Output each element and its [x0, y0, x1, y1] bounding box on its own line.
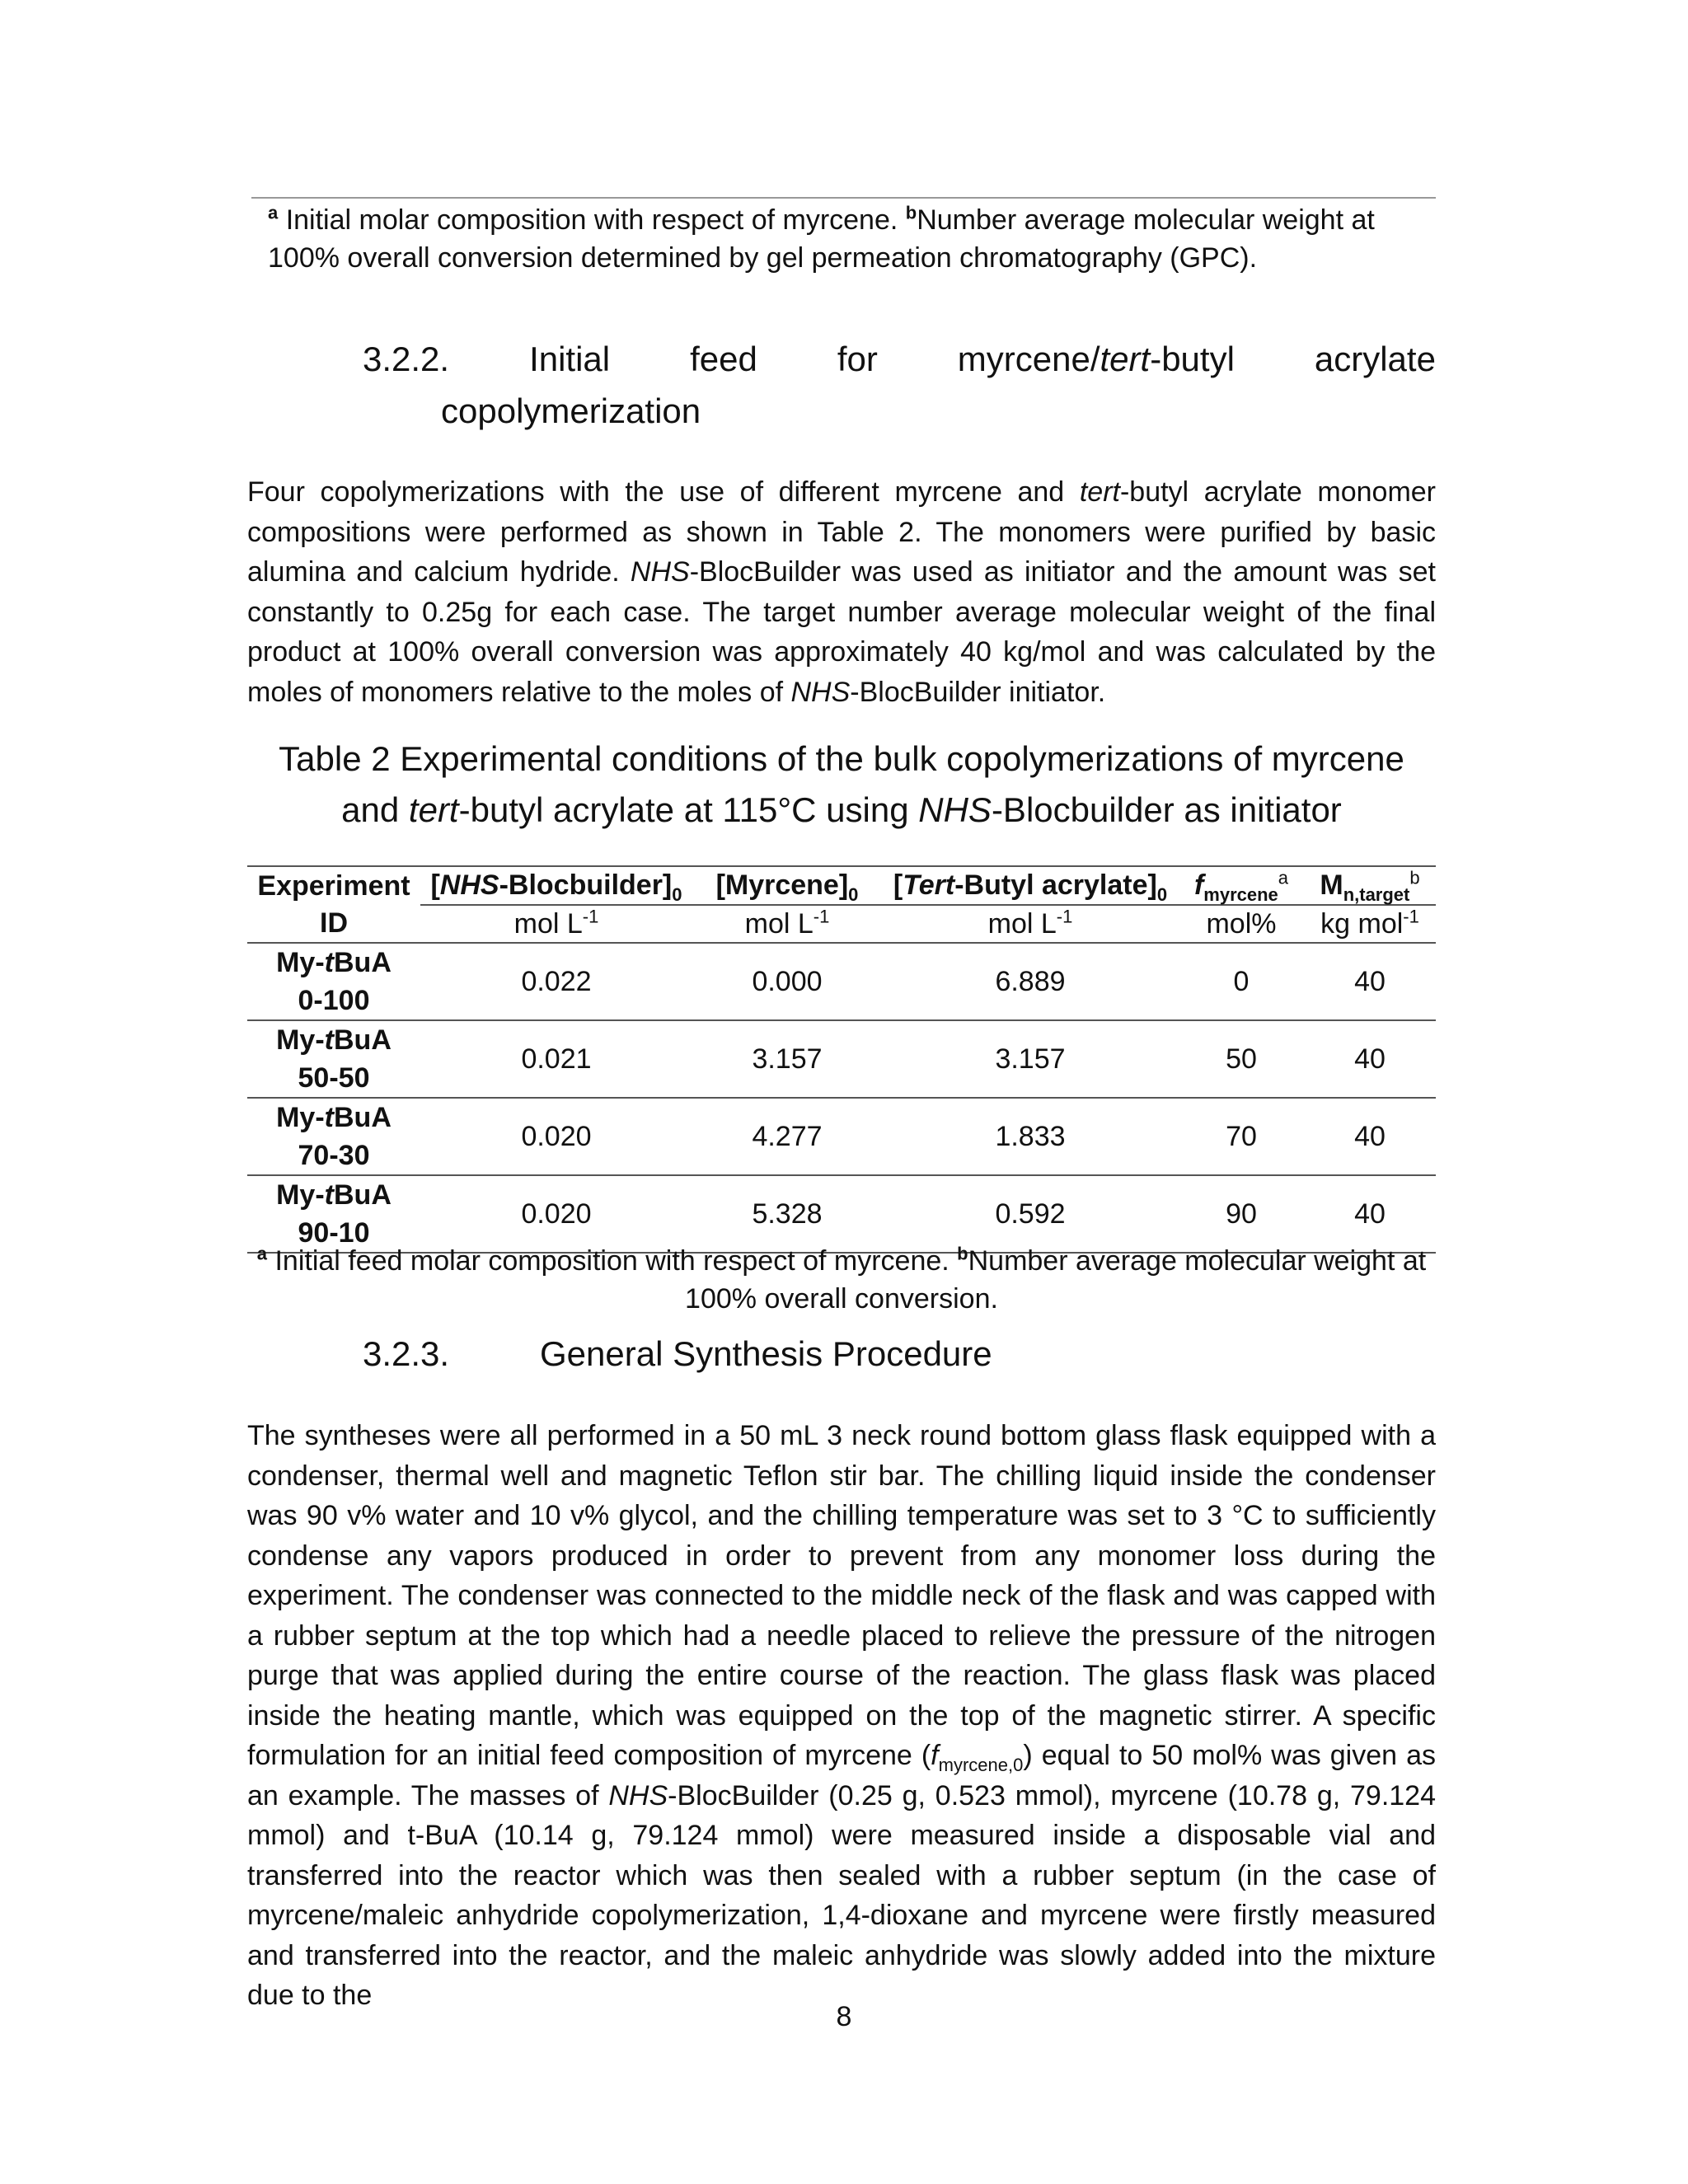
text: 90-10	[298, 1217, 370, 1249]
text: ) equal to 50 mol% was given as an example. The masses of	[247, 1740, 1437, 1811]
cell-f: 50	[1179, 1020, 1304, 1098]
paragraph-2	[247, 1416, 1436, 2016]
unit-tba	[882, 905, 1179, 943]
unit-molpct: mol%	[1179, 905, 1304, 943]
text: -BlocBuilder was used as initiator and the amount was set constantly to 0.25g for each case. The target number average molecular weight of the final product at 100% overall conversion was approximately 40 kg/mol and was calculated by the moles of monomers relative to the moles of	[247, 556, 1436, 708]
top-rule	[251, 197, 1436, 199]
row-id	[247, 1098, 420, 1175]
unit-kg	[1304, 905, 1436, 943]
text: t	[324, 1179, 334, 1211]
text: My-	[276, 1102, 325, 1133]
text: a	[1278, 867, 1289, 888]
text: My-	[276, 947, 325, 978]
section-number: 3.2.2.	[363, 340, 450, 378]
cell-myrcene: 0.000	[692, 943, 882, 1020]
text: -BlocBuilder initiator.	[850, 676, 1106, 708]
text: -Butyl acrylate]	[954, 869, 1157, 901]
text: BuA	[334, 947, 392, 978]
text: NHS	[630, 556, 690, 588]
text: t	[324, 1102, 334, 1133]
text: tert	[1079, 476, 1120, 508]
footnote-a-mark: a	[268, 202, 279, 223]
text: f	[931, 1740, 939, 1771]
heading-word: feed	[690, 340, 757, 378]
table-units-row	[247, 905, 1436, 943]
text: -1	[1403, 906, 1419, 927]
text: n,target	[1343, 883, 1410, 905]
text: tert	[408, 790, 459, 829]
text: The syntheses were all performed in a 50 mL 3 neck round bottom glass flask equipped with a condenser, thermal well and magnetic Teflon stir bar. The chilling liquid inside the condenser was 90 v% water and 10 v% glycol, and the chilling temperature was set to 3 °C to sufficiently condense any vapors produced in order to prevent from any monomer loss during the experiment. The condenser was connected to the middle neck of the flask and was capped with a rubber septum at the top which had a needle placed to relieve the pressure of the nitrogen purge that was applied during the entire course of the reaction. The glass flask was placed inside the heating mantle, which was equipped on the top of the magnetic stirrer. A specific formulation for an initial feed composition of myrcene (	[247, 1420, 1436, 1771]
text: mol L	[744, 907, 814, 940]
heading-part: -butyl	[1150, 340, 1235, 378]
text: -1	[582, 906, 599, 927]
cell-tba: 3.157	[882, 1020, 1179, 1098]
text: -Blocbuilder as initiator	[991, 790, 1342, 829]
cell-myrcene: 3.157	[692, 1020, 882, 1098]
paragraph-1	[247, 472, 1436, 712]
cell-tba: 0.592	[882, 1175, 1179, 1253]
text: M	[1320, 869, 1343, 901]
text: Table 2 Experimental conditions of the bulk copolymerizations of myrcene and	[279, 739, 1404, 829]
cell-nhs: 0.020	[420, 1175, 692, 1253]
page-number: 8	[836, 2001, 852, 2032]
footnote-b-text: Number average molecular weight at 100% overall conversion.	[685, 1245, 1427, 1315]
row-id	[247, 943, 420, 1020]
cell-f: 90	[1179, 1175, 1304, 1253]
heading-part: myrcene/	[957, 340, 1100, 378]
cell-mn: 40	[1304, 943, 1436, 1020]
text: 0	[672, 883, 682, 905]
text: 50-50	[298, 1062, 370, 1094]
section-323-number: 3.2.3.	[363, 1334, 450, 1373]
cell-f: 70	[1179, 1098, 1304, 1175]
unit-myrcene	[692, 905, 882, 943]
cell-nhs: 0.020	[420, 1098, 692, 1175]
heading-word: acrylate	[1314, 340, 1436, 378]
header-id: ID	[247, 905, 420, 943]
table-2-footnote	[247, 1242, 1436, 1318]
text: 0	[1156, 883, 1168, 905]
text: My-	[276, 1179, 325, 1211]
heading-word: Initial	[529, 340, 611, 378]
cell-tba: 1.833	[882, 1098, 1179, 1175]
footnote-a-text: Initial molar composition with respect of myrcene.	[278, 204, 906, 236]
text: Four copolymerizations with the use of different myrcene and	[247, 476, 1080, 508]
cell-f: 0	[1179, 943, 1304, 1020]
cell-tba: 6.889	[882, 943, 1179, 1020]
table-row	[247, 1098, 1436, 1175]
text: [	[430, 869, 440, 901]
header-nhs	[420, 866, 692, 905]
table-2	[247, 865, 1436, 1254]
text: [Myrcene]	[715, 869, 849, 901]
text: t	[324, 1024, 334, 1056]
heading-part: tert	[1100, 340, 1151, 378]
header-f-myrcene	[1179, 866, 1304, 905]
cell-mn: 40	[1304, 1175, 1436, 1253]
section-323-title: General Synthesis Procedure	[540, 1334, 992, 1373]
text: BuA	[334, 1102, 392, 1133]
table1-footnote	[268, 201, 1438, 277]
text: BuA	[334, 1024, 392, 1056]
cell-mn: 40	[1304, 1098, 1436, 1175]
text: t	[324, 947, 334, 978]
text: -1	[1056, 906, 1073, 927]
text: myrcene	[1203, 883, 1278, 905]
cell-nhs: 0.021	[420, 1020, 692, 1098]
text: BuA	[334, 1179, 392, 1211]
text: 70-30	[298, 1140, 370, 1171]
header-experiment: Experiment	[247, 866, 420, 905]
footnote-b-text: Number average molecular weight at 100% overall conversion determined by gel permeation chromatography (GPC).	[268, 204, 1375, 274]
text: NHS	[608, 1779, 668, 1811]
text: -butyl acrylate monomer compositions were performed as shown in Table 2. The monomers were purified by basic alumina and calcium hydride.	[247, 476, 1437, 588]
cell-myrcene: 4.277	[692, 1098, 882, 1175]
text: [	[893, 869, 903, 901]
footnote-b-mark: b	[957, 1243, 968, 1264]
footnote-a-text: Initial feed molar composition with respect of myrcene.	[267, 1245, 958, 1277]
text: -Blocbuilder]	[499, 869, 673, 901]
footnote-b-mark: b	[905, 202, 917, 223]
text: -butyl acrylate at 115°C using	[458, 790, 919, 829]
text: 0-100	[298, 985, 370, 1016]
text: -BlocBuilder (0.25 g, 0.523 mmol), myrcene (10.78 g, 79.124 mmol) and t-BuA (10.14 g, 79.124 mmol) were measured inside a disposable vial and transferred into the reactor which was then sealed with a rubber septum (in the case of myrcene/maleic anhydride copolymerization, 1,4-dioxane and myrcene were firstly measured and transferred into the reactor, and the maleic anhydride was slowly added into the mixture due to the	[247, 1779, 1436, 2011]
text: mol L	[987, 907, 1057, 940]
section-322-heading	[363, 334, 1436, 385]
unit-nhs	[420, 905, 692, 943]
footnote-a-mark: a	[256, 1243, 268, 1264]
table-header-row	[247, 866, 1436, 905]
table-row	[247, 1020, 1436, 1098]
text: myrcene,0	[938, 1754, 1024, 1775]
table-row	[247, 943, 1436, 1020]
text: kg mol	[1320, 907, 1404, 940]
text: f	[1193, 869, 1204, 901]
section-322-heading-line2: copolymerization	[441, 391, 701, 430]
text: mol L	[513, 907, 583, 940]
text: My-	[276, 1024, 325, 1056]
text: NHS	[918, 790, 992, 829]
table-2-caption	[247, 733, 1436, 836]
text: -1	[813, 906, 830, 927]
text: 0	[848, 883, 859, 905]
heading-word: for	[837, 340, 878, 378]
header-mn-target	[1304, 866, 1436, 905]
text: Tert	[903, 869, 955, 901]
cell-mn: 40	[1304, 1020, 1436, 1098]
cell-nhs: 0.022	[420, 943, 692, 1020]
text: NHS	[439, 869, 499, 901]
row-id	[247, 1020, 420, 1098]
table-row	[247, 1175, 1436, 1253]
header-tba	[882, 866, 1179, 905]
heading-word	[958, 334, 1235, 385]
header-myrcene	[692, 866, 882, 905]
cell-myrcene: 5.328	[692, 1175, 882, 1253]
text: NHS	[790, 676, 851, 708]
row-id	[247, 1175, 420, 1253]
text: b	[1409, 867, 1420, 888]
